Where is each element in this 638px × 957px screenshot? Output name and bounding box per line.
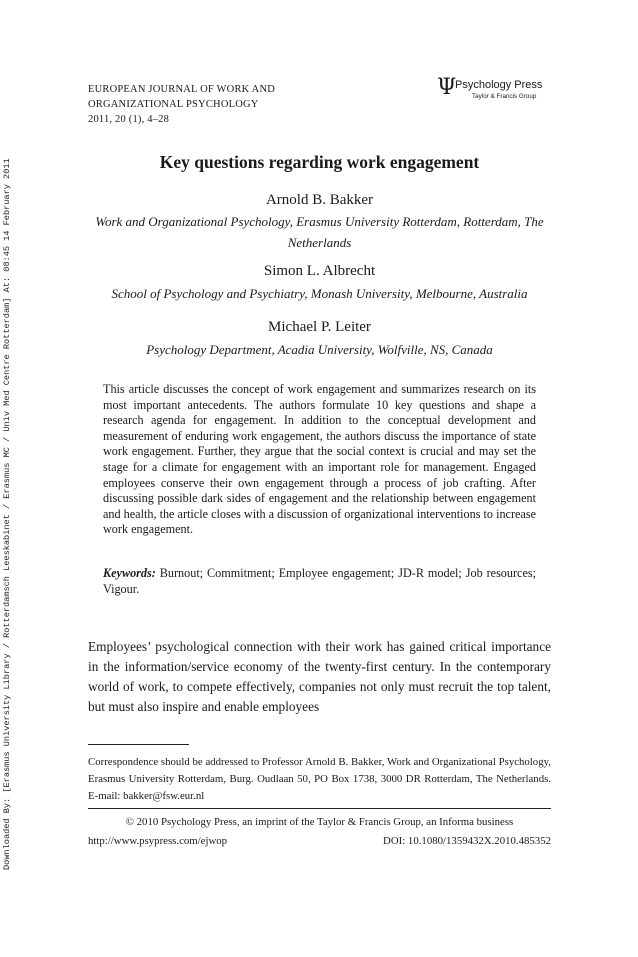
journal-name-line-1: EUROPEAN JOURNAL OF WORK AND (88, 84, 276, 95)
journal-url: http://www.psypress.com/ejwop (88, 835, 228, 847)
abstract: This article discusses the concept of work engagement and summarizes research on its most important antecedents. The authors formulate 10 key questions and shape a research agenda for engagement. In addition to the conceptual development and measurement of enduring work engagement, the authors discuss the importance of state work engagement. Further, they argue that the social context is crucial and may set the stage for a climate for engagement with an important role for management. Engaged employees conserve their own engagement through a process of job crafting. After discussing possible dark sides of engagement and the relationship between engagement and health, the article closes with a discussion of organizational interventions to increase work engagement. (103, 382, 536, 537)
keywords-list: Burnout; Commitment; Employee engagement; JD-R model; Job resources; Vigour. (103, 566, 537, 596)
publisher-name: Psychology Press (455, 79, 543, 91)
publisher-subtitle: Taylor & Francis Group (472, 93, 537, 100)
copyright-notice: © 2010 Psychology Press, an imprint of the Taylor & Francis Group, an Informa business (125, 816, 514, 828)
keywords (103, 566, 536, 597)
correspondence-footnote: Correspondence should be addressed to Professor Arnold B. Bakker, Work and Organizational Psychology, Erasmus University Rotterdam, Burg. Oudlaan 50, PO Box 1738, 3000 DR Rotterdam, The Netherlands. E-mail: bakker@fsw.eur.nl (88, 756, 551, 802)
body-paragraph: Employees’ psychological connection with their work has gained critical importance in the information/service economy of the twenty-first century. In the contemporary world of work, to compete effectively, companies not only must recruit the top talent, but must also inspire and enable employees (88, 639, 551, 714)
journal-citation: 2011, 20 (1), 4–28 (88, 114, 170, 125)
author-affiliation: Work and Organizational Psychology, Erasmus University Rotterdam, Rotterdam, The Netherlands (95, 214, 544, 250)
author-affiliation: School of Psychology and Psychiatry, Monash University, Melbourne, Australia (111, 286, 528, 301)
publisher-logo (437, 76, 557, 106)
author-name: Arnold B. Bakker (265, 192, 374, 208)
author-name: Michael P. Leiter (268, 319, 371, 335)
footer-divider (88, 808, 551, 809)
psi-icon: Ψ (437, 75, 457, 100)
journal-header (88, 82, 275, 127)
doi: DOI: 10.1080/1359432X.2010.485352 (383, 835, 551, 847)
author-affiliation: Psychology Department, Acadia University, Wolfville, NS, Canada (146, 342, 493, 357)
author-name: Simon L. Albrecht (263, 263, 376, 279)
journal-name-line-2: ORGANIZATIONAL PSYCHOLOGY (88, 99, 259, 110)
download-stamp: Downloaded By: [Erasmus University Library / Rotterdamsch Leeskabinet / Erasmus MC / Univ Med Centre Rotterdam] At: 08:45 14 February 2011 (2, 158, 12, 870)
footnote-divider (88, 744, 189, 745)
keywords-label: Keywords: (103, 566, 156, 580)
paper-title: Key questions regarding work engagement (159, 152, 480, 172)
